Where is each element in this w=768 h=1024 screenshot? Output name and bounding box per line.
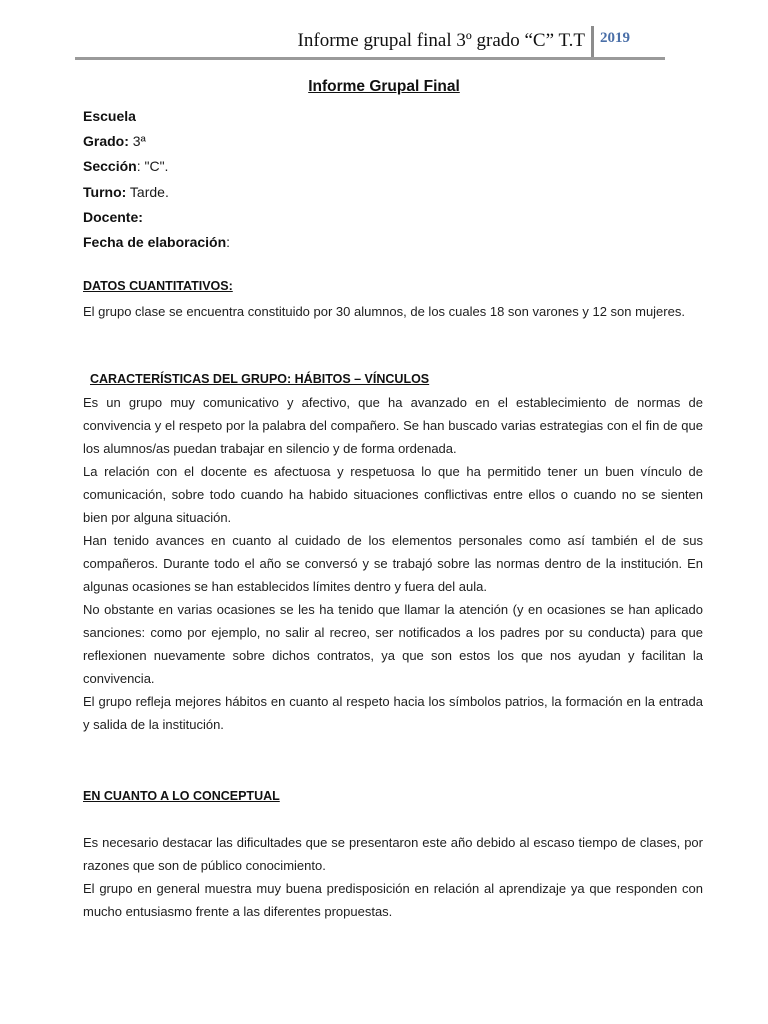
paragraph-caracteristicas-5: El grupo refleja mejores hábitos en cuanto al respeto hacia los símbolos patrios, la formación en la entrada y salida de la institución. [83, 694, 703, 732]
field-seccion [83, 154, 230, 179]
field-label: Escuela [83, 108, 136, 124]
section-heading-conceptual: EN CUANTO A LO CONCEPTUAL [83, 789, 280, 803]
field-label: Fecha de elaboración [83, 233, 227, 250]
field-grado [83, 129, 230, 154]
field-docente [83, 205, 230, 230]
field-turno [83, 180, 230, 205]
document-title: Informe Grupal Final [308, 78, 460, 95]
section-heading-cuantitativos: DATOS CUANTITATIVOS: [83, 279, 233, 293]
field-value: 3ª [128, 133, 146, 150]
field-value: : [226, 233, 231, 250]
field-label: Sección [83, 158, 137, 175]
field-value: : "C". [136, 158, 169, 175]
field-fecha [83, 230, 230, 255]
field-label: Docente: [83, 208, 143, 225]
paragraph-caracteristicas-1: Es un grupo muy comunicativo y afectivo, que ha avanzado en el establecimiento de normas de convivencia y el respeto por la palabra del compañero. Se han buscado varias estrategias con el fin de que los alumnos/as puedan trabajar en silencio y de forma ordenada. [83, 395, 703, 456]
field-label: Grado: [83, 133, 129, 150]
field-value: Tarde. [126, 183, 169, 200]
paragraph-conceptual-1: Es necesario destacar las dificultades que se presentaron este año debido al escaso tiempo de clases, por razones que son de público conocimiento. [83, 835, 703, 873]
header-rule [75, 57, 665, 60]
header-year: 2019 [600, 30, 630, 46]
paragraph-caracteristicas-2: La relación con el docente es afectuosa y respetuosa lo que ha permitido tener un buen vínculo de comunicación, sobre todo cuando ha habido situaciones conflictivas entre ellos o cuando no se sienten bien por alguna situación. [83, 464, 703, 525]
school-info-fields [83, 104, 230, 255]
paragraph-cuantitativos: El grupo clase se encuentra constituido por 30 alumnos, de los cuales 18 son varones y 12 son mujeres. [83, 304, 685, 319]
section-heading-caracteristicas: CARACTERÍSTICAS DEL GRUPO: HÁBITOS – VÍNCULOS [90, 372, 430, 386]
field-escuela [83, 104, 230, 129]
paragraph-conceptual-2: El grupo en general muestra muy buena predisposición en relación al aprendizaje ya que responden con mucho entusiasmo frente a las diferentes propuestas. [83, 881, 703, 919]
header-title: Informe grupal final 3º grado “C” T.T [297, 30, 585, 51]
header-divider [591, 26, 594, 57]
field-label: Turno: [83, 183, 127, 200]
paragraph-caracteristicas-4: No obstante en varias ocasiones se les ha tenido que llamar la atención (y en ocasiones se han aplicado sanciones: como por ejemplo, no salir al recreo, ser notificados a los padres por su conducta) para que reflexionen nuevamente sobre dichos contratos, ya que son estos los que nos ayudan y facilitan la convivencia. [83, 602, 703, 686]
paragraph-caracteristicas-3: Han tenido avances en cuanto al cuidado de los elementos personales como así también el de sus compañeros. Durante todo el año se conversó y se trabajó sobre las normas dentro de la institución. En algunas ocasiones se han establecidos límites dentro y fuera del aula. [83, 533, 703, 594]
